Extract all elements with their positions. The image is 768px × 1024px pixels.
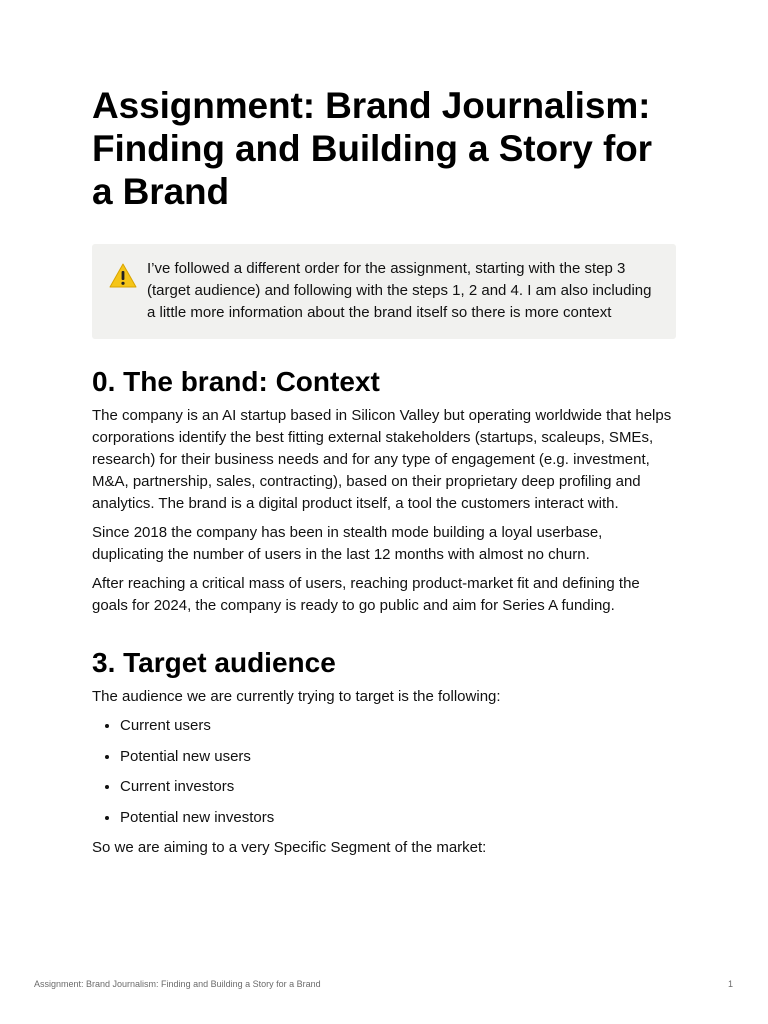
paragraph: The company is an AI startup based in Silicon Valley but operating worldwide that helps corporations identify the best fitting external stakeholders (startups, scaleups, SMEs, research) for their business needs and for any type of engagement (e.g. investment, M&A, partnership, sales, contracting), based on their proprietary deep profiling and analytics. The brand is a digital product itself, a tool the customers interact with. [92, 407, 672, 512]
paragraph-outro: So we are aiming to a very Specific Segment of the market: [92, 839, 487, 856]
section-heading-brand-context: 0. The brand: Context [92, 366, 380, 397]
document-page [92, 84, 676, 866]
document-title: Assignment: Brand Journalism: Finding and Building a Story for a Brand [92, 85, 652, 212]
footer-title: Assignment: Brand Journalism: Finding and Building a Story for a Brand [34, 979, 321, 989]
audience-list [92, 715, 676, 829]
section-heading-target-audience: 3. Target audience [92, 647, 336, 678]
callout-box [92, 244, 676, 339]
paragraph: After reaching a critical mass of users, reaching product-market fit and defining the goals for 2024, the company is ready to go public and aim for Series A funding. [92, 575, 640, 614]
callout-text: I’ve followed a different order for the assignment, starting with the step 3 (target audience) and following with the steps 1, 2 and 4. I am also including a little more information about the brand itself so there is more context [147, 260, 652, 321]
list-item: • Current investors [120, 776, 676, 798]
list-item: • Potential new investors [120, 807, 676, 829]
warning-icon [108, 261, 138, 291]
page-number: 1 [727, 979, 733, 989]
paragraph-intro: The audience we are currently trying to target is the following: [92, 688, 501, 705]
list-item: • Current users [120, 715, 676, 737]
paragraph: Since 2018 the company has been in stealth mode building a loyal userbase, duplicating the number of users in the last 12 months with almost no churn. [92, 524, 603, 563]
list-item: • Potential new users [120, 746, 676, 768]
